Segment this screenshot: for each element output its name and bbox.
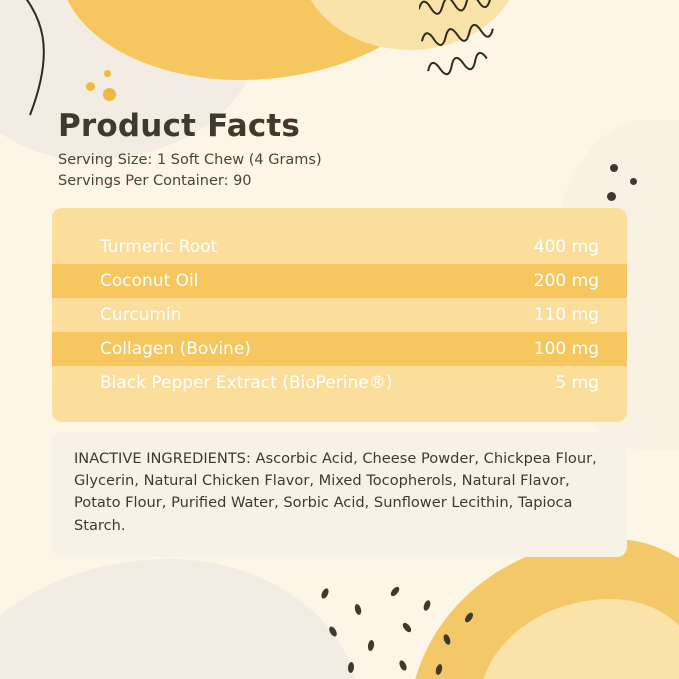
- ingredient-amount: 100 mg: [533, 339, 599, 360]
- seed-decoration: [367, 640, 375, 652]
- ingredient-name: Curcumin: [100, 305, 182, 326]
- zigzag-doodle-icon: [419, 0, 549, 100]
- curved-line-doodle-icon: [0, 0, 120, 120]
- ingredient-name: Collagen (Bovine): [100, 339, 251, 360]
- table-row: [52, 264, 627, 298]
- ingredient-name: Turmeric Root: [100, 237, 218, 258]
- ingredient-name: Coconut Oil: [100, 271, 199, 292]
- dot-decoration: [104, 70, 111, 77]
- dot-decoration: [103, 88, 116, 101]
- cream-blob-bottom-left: [0, 559, 360, 679]
- servings-per-container-text: Servings Per Container: 90: [58, 173, 252, 190]
- ingredient-amount: 110 mg: [533, 305, 599, 326]
- table-row: [52, 230, 627, 264]
- seed-decoration: [422, 599, 431, 611]
- ingredients-panel: [52, 208, 627, 422]
- product-facts-card: [52, 108, 627, 557]
- ingredient-amount: 5 mg: [555, 373, 599, 394]
- table-row: [52, 332, 627, 366]
- ingredient-amount: 400 mg: [533, 237, 599, 258]
- ingredient-name: Black Pepper Extract (BioPerine®): [100, 373, 393, 394]
- seed-decoration: [389, 585, 401, 597]
- inactive-ingredients-panel: INACTIVE INGREDIENTS: Ascorbic Acid, Cheese Powder, Chickpea Flour, Glycerin, Natural Chicken Flavor, Mixed Tocopherols, Natural Flavor, Potato Flour, Purified Water, Sorbic Acid, Sunflower Lecithin, Tapioca Starch.: [52, 432, 627, 557]
- seed-decoration: [354, 603, 363, 615]
- table-row: [52, 366, 627, 400]
- seed-decoration: [398, 659, 408, 672]
- serving-size-text: Serving Size: 1 Soft Chew (4 Grams): [58, 152, 322, 168]
- ingredient-amount: 200 mg: [533, 271, 599, 292]
- dot-decoration: [630, 178, 637, 185]
- table-row: [52, 298, 627, 332]
- dot-decoration: [86, 82, 95, 91]
- seed-decoration: [401, 621, 413, 633]
- seed-decoration: [320, 587, 330, 600]
- page-title: Product Facts: [58, 108, 301, 144]
